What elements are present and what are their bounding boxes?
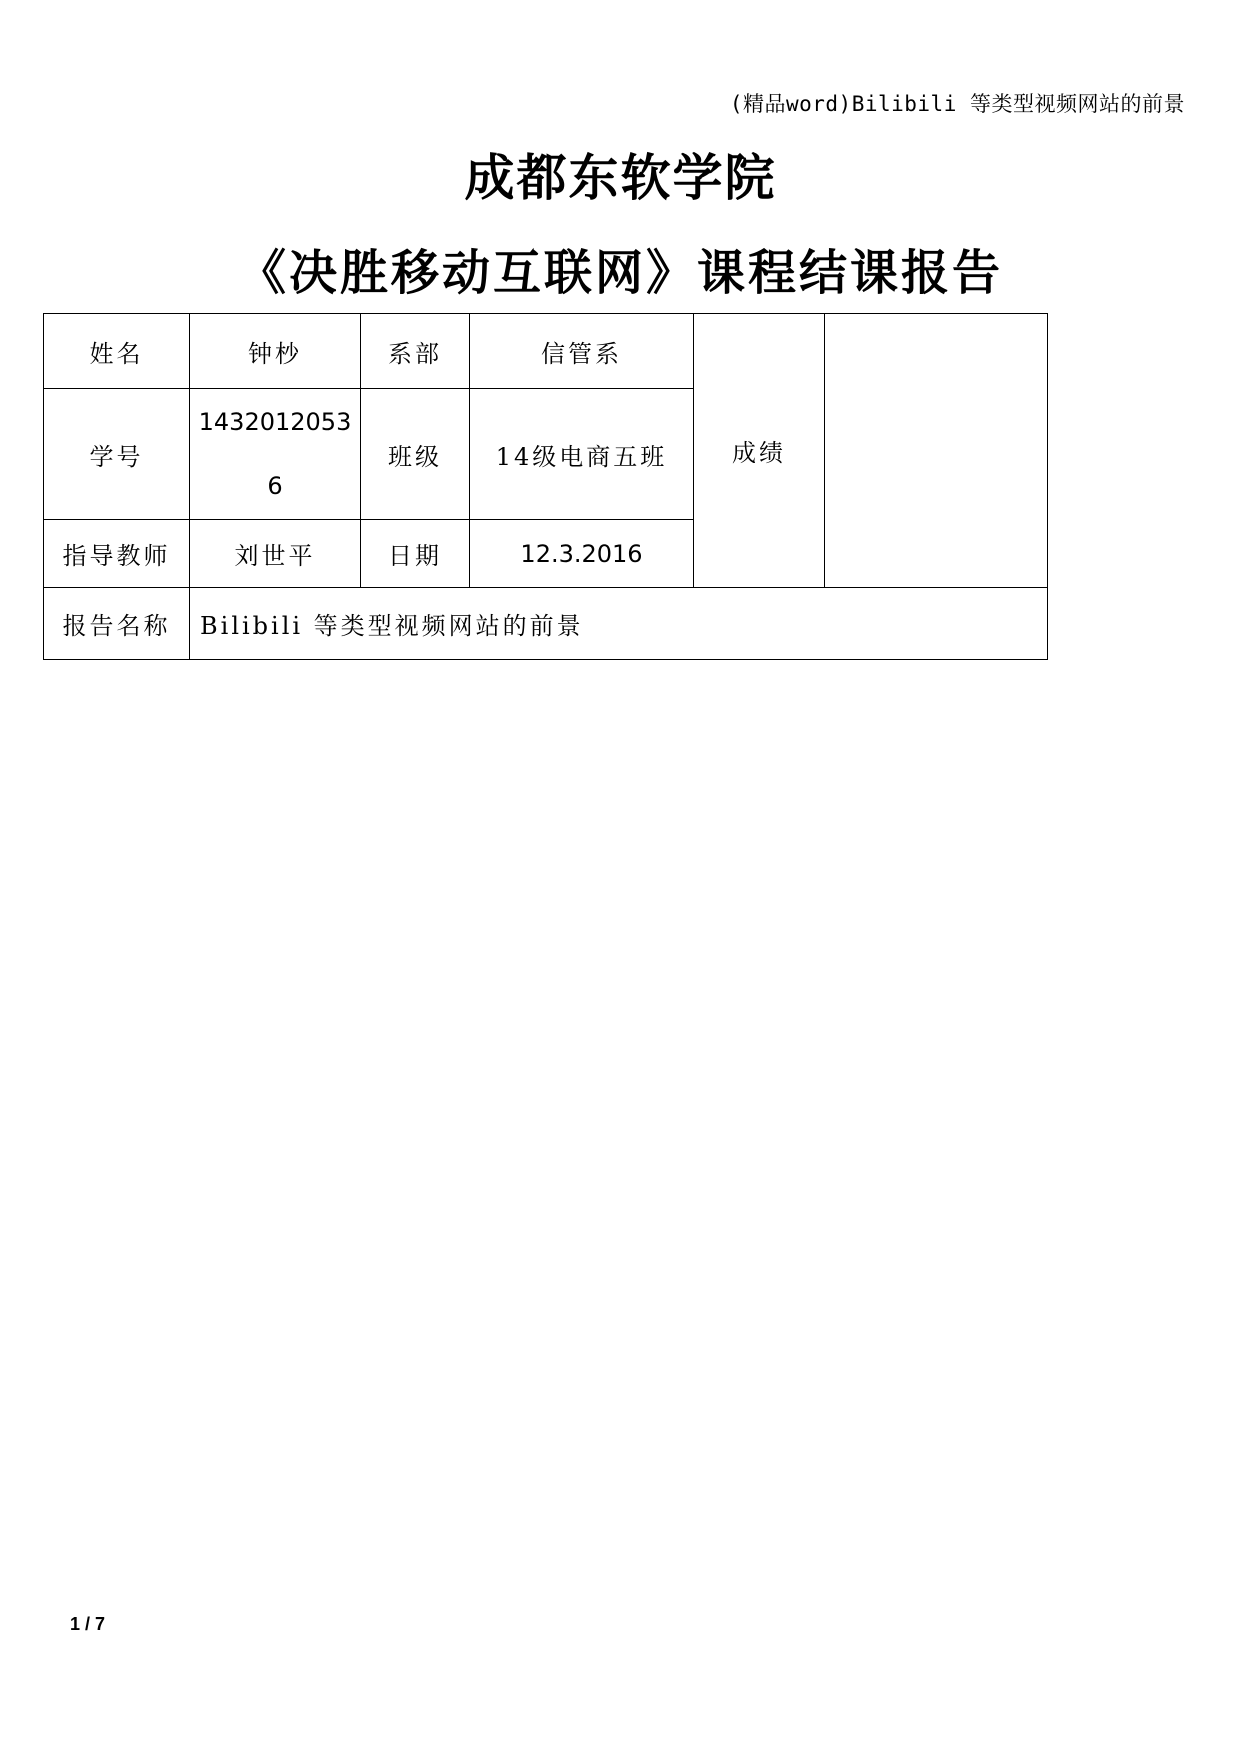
table-row: [44, 588, 1048, 660]
id-value: [190, 389, 361, 520]
page-title: 成都东软学院: [464, 149, 777, 207]
header-note: (精品word)Bilibili 等类型视频网站的前景: [729, 92, 1185, 116]
class-value: 14级电商五班: [470, 389, 694, 520]
score-label: 成绩: [694, 314, 825, 588]
id-label: 学号: [44, 389, 190, 520]
id-value-line1: 1432012053: [198, 408, 352, 436]
report-label: 报告名称: [44, 588, 190, 660]
advisor-value: 刘世平: [190, 520, 361, 588]
class-label: 班级: [361, 389, 470, 520]
dept-value: 信管系: [470, 314, 694, 389]
date-label: 日期: [361, 520, 470, 588]
date-value: 12.3.2016: [470, 520, 694, 588]
page-number: 1 / 7: [70, 1614, 106, 1634]
dept-label: 系部: [361, 314, 470, 389]
report-value: Bilibili 等类型视频网站的前景: [190, 588, 1048, 660]
page-subtitle: 《决胜移动互联网》课程结课报告: [237, 245, 1003, 301]
id-value-line2: 6: [267, 472, 283, 500]
advisor-label: 指导教师: [44, 520, 190, 588]
name-label: 姓名: [44, 314, 190, 389]
score-value: [825, 314, 1048, 588]
table-row: [44, 314, 1048, 389]
name-value: 钟杪: [190, 314, 361, 389]
info-table: [43, 313, 1048, 660]
